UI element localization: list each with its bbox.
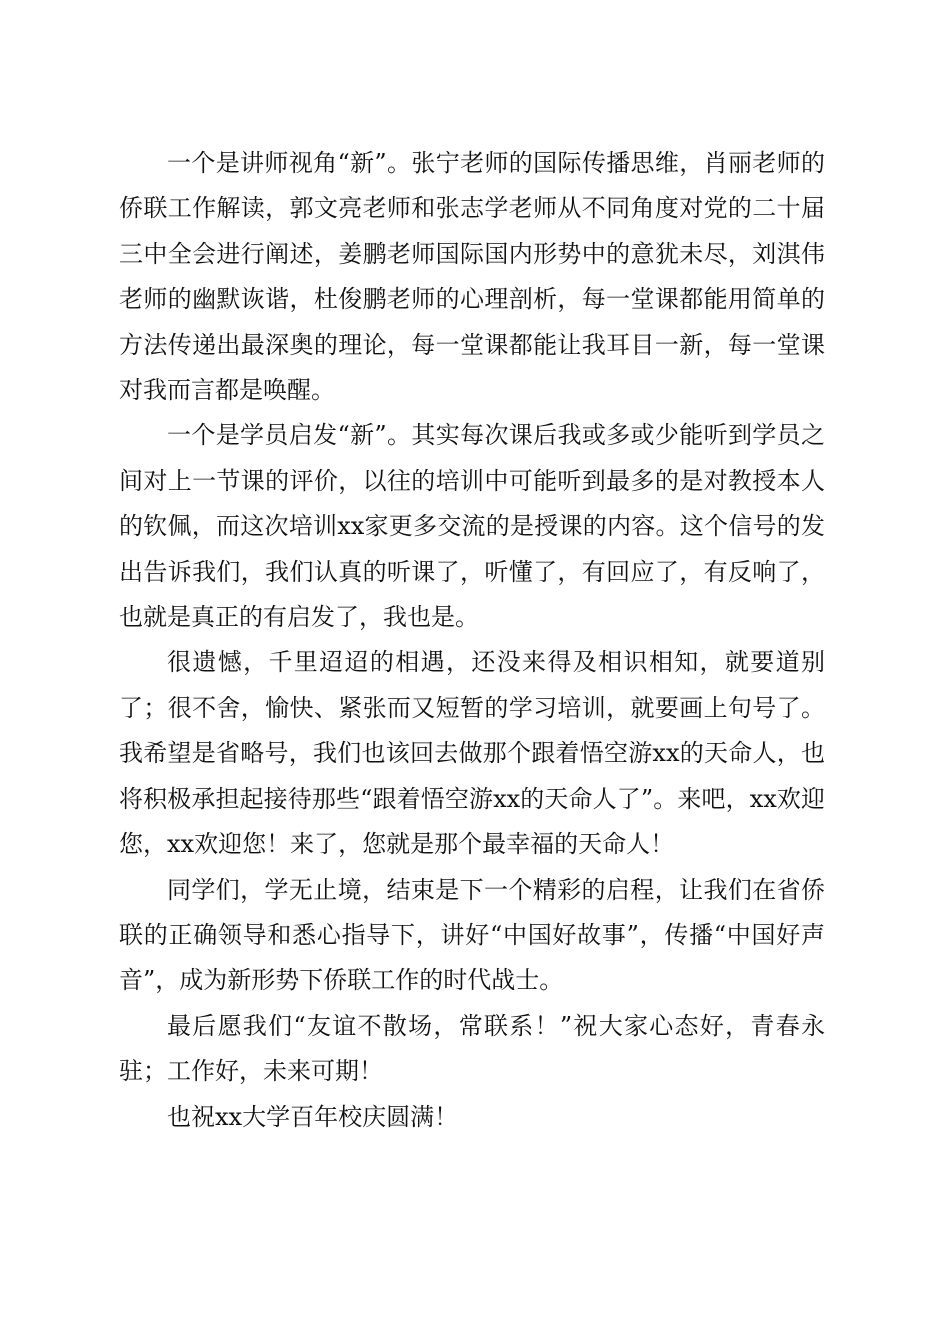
paragraph-wishes: 最后愿我们“友谊不散场，常联系！”祝大家心态好，青春永驻；工作好，未来可期！ (119, 1011, 825, 1086)
document-body (119, 141, 825, 1140)
paragraph-farewell: 很遗憾，千里迢迢的相遇，还没来得及相识相知，就要道别了；很不舍，愉快、紧张而又短暂的学习培训，就要画上句号了。我希望是省略号，我们也该回去做那个跟着悟空游xx的天命人，也将积极承担起接待那些“跟着悟空游xx的天命人了”。来吧，xx欢迎您，xx欢迎您！来了，您就是那个最幸福的天命人！ (119, 648, 825, 859)
paragraph-anniversary: 也祝xx大学百年校庆圆满！ (167, 1102, 459, 1131)
paragraph-classmates: 同学们，学无止境，结束是下一个精彩的启程，让我们在省侨联的正确领导和悉心指导下，讲好“中国好故事”，传播“中国好声音”，成为新形势下侨联工作的时代战士。 (119, 875, 825, 995)
paragraph-student-inspiration: 一个是学员启发“新”。其实每次课后我或多或少能听到学员之间对上一节课的评价，以往的培训中可能听到最多的是对教授本人的钦佩，而这次培训xx家更多交流的是授课的内容。这个信号的发出告诉我们，我们认真的听课了，听懂了，有回应了，有反响了，也就是真正的有启发了，我也是。 (119, 421, 825, 632)
paragraph-lecturer-perspective: 一个是讲师视角“新”。张宁老师的国际传播思维，肖丽老师的侨联工作解读，郭文亮老师和张志学老师从不同角度对党的二十届三中全会进行阐述，姜鹏老师国际国内形势中的意犹未尽，刘淇伟老师的幽默诙谐，杜俊鹏老师的心理剖析，每一堂课都能用简单的方法传递出最深奥的理论，每一堂课都能让我耳目一新，每一堂课对我而言都是唤醒。 (119, 149, 825, 405)
